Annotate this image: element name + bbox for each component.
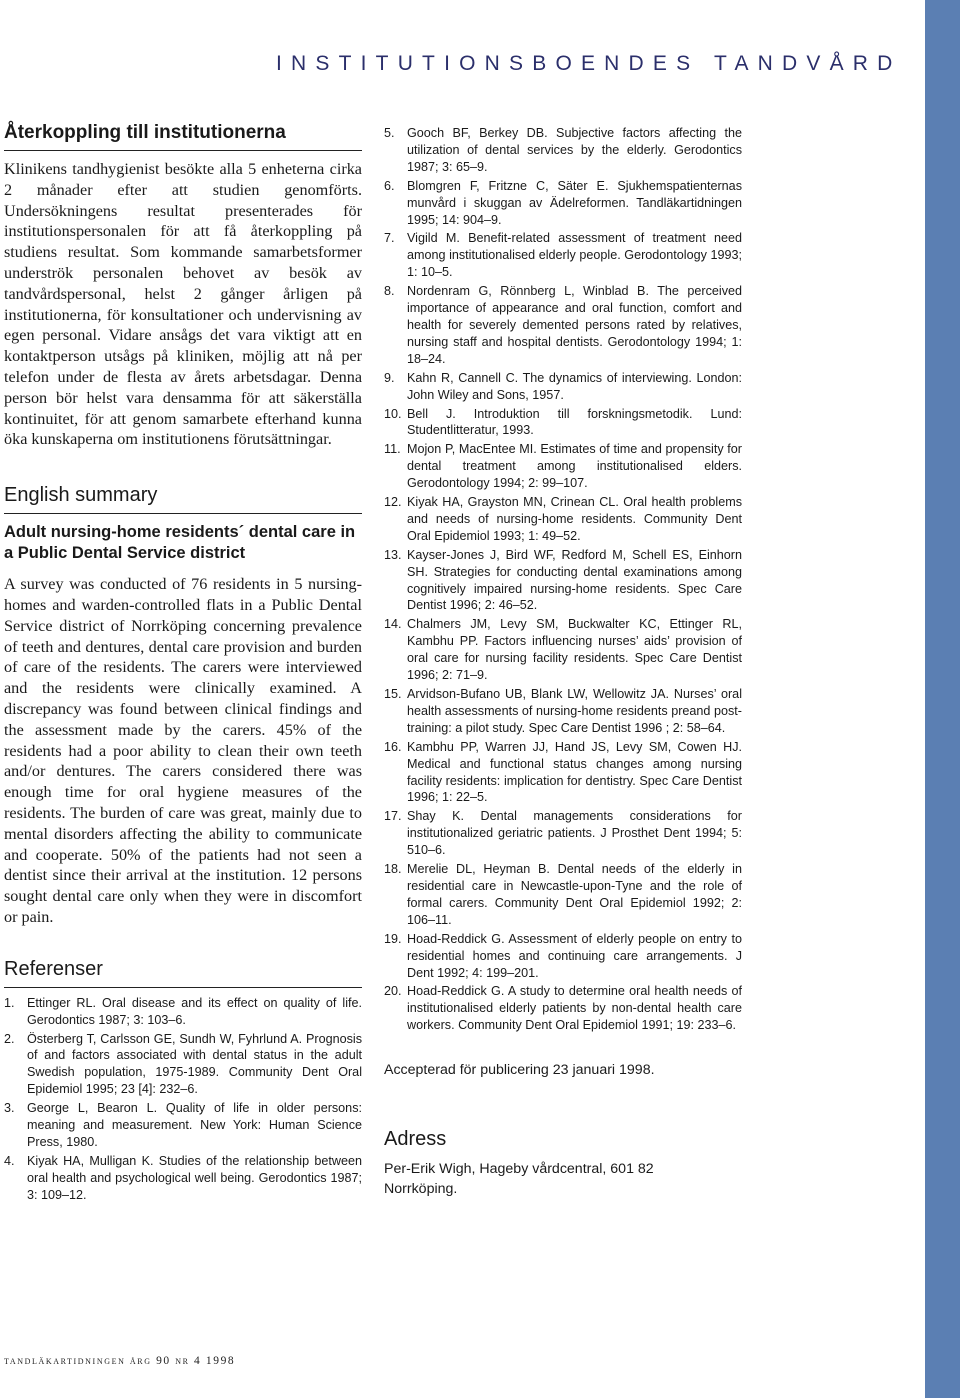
reference-item: 2. Österberg T, Carlsson GE, Sundh W, Fyhrlund A. Prognosis of and factors associated with dental status in the adult Swedish population, 1975-1989. Community Dent Oral Epidemiol 1995; 23 [4]: 232–6. (4, 1031, 362, 1097)
address-line: Per-Erik Wigh, Hageby vårdcentral, 601 82 (384, 1161, 654, 1178)
reference-item: 17. Shay K. Dental managements considerations for institutionalized geriatric patients. J Prosthet Dent 1994; 5: 510–6. (384, 809, 742, 858)
reference-item: 6. Blomgren F, Fritzne C, Säter E. Sjukhemspatienternas munvård i skuggan av Ädelreformen. Tandläkartidningen 1995; 14: 904–9. (384, 178, 742, 227)
reference-item: 12. Kiyak HA, Grayston MN, Crinean CL. Oral health problems and needs of nursing-home residents. Community Dent Oral Epidemiol 1993; 1: 49–52. (384, 495, 742, 543)
english-summary-body: A survey was conducted of 76 residents in 5 nursing-homes and warden-controlled flats in a Public Dental Service district of Norrköping concerning prevalence of teeth and dentures, dental care provision and burden of care of the residents. The carers were interviewed and the residents were clinically examined. A discrepancy was found between clinical findings and the assessment made by the carers. 45% of the residents had a poor ability to clean their own teeth and/or dentures. The carers considered there was enough time for oral hygiene measures of the residents. The burden of care was great, mainly due to mental disorders affecting the ability to communicate and cooperate. 50% of the patients had not seen a dentist since their arrival at the institution. 12 persons sought dental care only when they were in discomfort or pain. (4, 575, 362, 926)
reference-item: 19. Hoad-Reddick G. Assessment of elderly people on entry to residential homes and continuing care arrangements. J Dent 1992; 4: 199–201. (384, 931, 742, 980)
running-head: INSTITUTIONSBOENDES TANDVÅRD (276, 52, 902, 75)
reference-item: 9. Kahn R, Cannell C. The dynamics of interviewing. London: John Wiley and Sons, 1957. (384, 370, 742, 402)
reference-item: 4. Kiyak HA, Mulligan K. Studies of the relationship between oral health and psychological well being. Gerodontics 1987; 3: 109–12. (4, 1153, 362, 1202)
reference-item: 16. Kambhu PP, Warren JJ, Hand JS, Levy SM, Cowen HJ. Medical and functional status changes among nursing facility residents: implication for dentistry. Spec Care Dentist 1996; 1: 22–5. (384, 739, 742, 805)
reference-item: 10. Bell J. Introduktion till forskningsmetodik. Lund: Studentlitteratur, 1993. (384, 406, 742, 438)
reference-item: 14. Chalmers JM, Levy SM, Buckwalter KC, Ettinger RL, Kambhu PP. Factors influencing nurses’ aids’ provision of oral care for nursing facility residents. Spec Care Dentist 1996; 2: 71–9. (384, 617, 742, 683)
page-footer: tandläkartidningen årg 90 nr 4 1998 (4, 1355, 236, 1367)
english-summary-title: Adult nursing-home residents´ dental care in a Public Dental Service district (4, 523, 356, 563)
references-heading: Referenser (4, 958, 362, 988)
address-heading: Adress (384, 1128, 447, 1151)
reference-item: 5. Gooch BF, Berkey DB. Subjective factors affecting the utilization of dental services by the elderly. Gerodontics 1987; 3: 65–9. (384, 126, 742, 174)
reference-item: 13. Kayser-Jones J, Bird WF, Redford M, Schell ES, Einhorn SH. Strategies for conducting dental examinations among cognitively impaired nursing-home residents. Spec Care Dentist 1996; 2: 46–52. (384, 547, 742, 613)
reference-item: 15. Arvidson-Bufano UB, Blank LW, Wellowitz JA. Nurses’ oral health assessments of nursing-home residents preand post-training: a pilot study. Spec Care Dentist 1996 ; 2: 58–64. (384, 687, 742, 735)
reference-item: 3. George L, Bearon L. Quality of life in older persons: meaning and measurement. New York: Human Science Press, 1980. (4, 1101, 362, 1149)
right-column (384, 125, 742, 1199)
reference-item: 1. Ettinger RL. Oral disease and its effect on quality of life. Gerodontics 1987; 3: 103–6. (4, 995, 362, 1027)
english-summary-heading: English summary (4, 484, 362, 514)
reference-list-right (384, 125, 742, 1034)
left-column (4, 122, 362, 1206)
reference-item: 8. Nordenram G, Rönnberg L, Winblad B. The perceived importance of appearance and oral function, comfort and health for severely demented persons rated by relatives, nursing staff and hospital dentists. Gerodontology 1994; 1: 18–24. (384, 284, 742, 366)
reference-item: 18. Merelie DL, Heyman B. Dental needs of the elderly in residential care in Newcastle-upon-Tyne and the role of formal carers. Community Dent Oral Epidemiol 1992; 2: 106–11. (384, 862, 742, 927)
side-color-bar (925, 0, 960, 1398)
feedback-heading: Återkoppling till institutionerna (4, 122, 362, 151)
reference-item: 7. Vigild M. Benefit-related assessment of treatment need among institutionalised elderly people. Gerodontology 1993; 1: 10–5. (384, 231, 742, 280)
feedback-body: Klinikens tandhygienist besökte alla 5 enheterna cirka 2 månader efter att studien genomförts. Undersökningens resultat presenterades för institutionspersonalen för att få återkoppling på studiens resultat. Som kommande samarbetsformer underströk personalen behovet av besök av tandvårdspersonal, helst 2 gånger årligen på institutionerna, för konsultationer och undervisning av egen personal. Vidare ansågs det vara viktigt att en kontaktperson utsågs på kliniken, möjlig att nå per telefon under de flesta av årets arbetsdagar. Denna person bör helst vara densamma för att säkerställa kontinuitet, för att genom samarbete efterhand kunna öka kunskaperna om institutionens förutsättningar. (4, 160, 362, 449)
acceptance-note: Accepterad för publicering 23 januari 1998. (384, 1062, 655, 1079)
reference-item: 11. Mojon P, MacEntee MI. Estimates of time and propensity for dental treatment among institutionalised elders. Gerodontology 1994; 2: 99–107. (384, 442, 742, 491)
address-block (384, 1159, 742, 1199)
reference-item: 20. Hoad-Reddick G. A study to determine oral health needs of institutionalised elderly patients by non-dental health care workers. Community Dent Oral Epidemiol 1991; 19: 233–6. (384, 984, 742, 1033)
reference-list-left (4, 995, 362, 1204)
address-line: Norrköping. (384, 1181, 458, 1198)
